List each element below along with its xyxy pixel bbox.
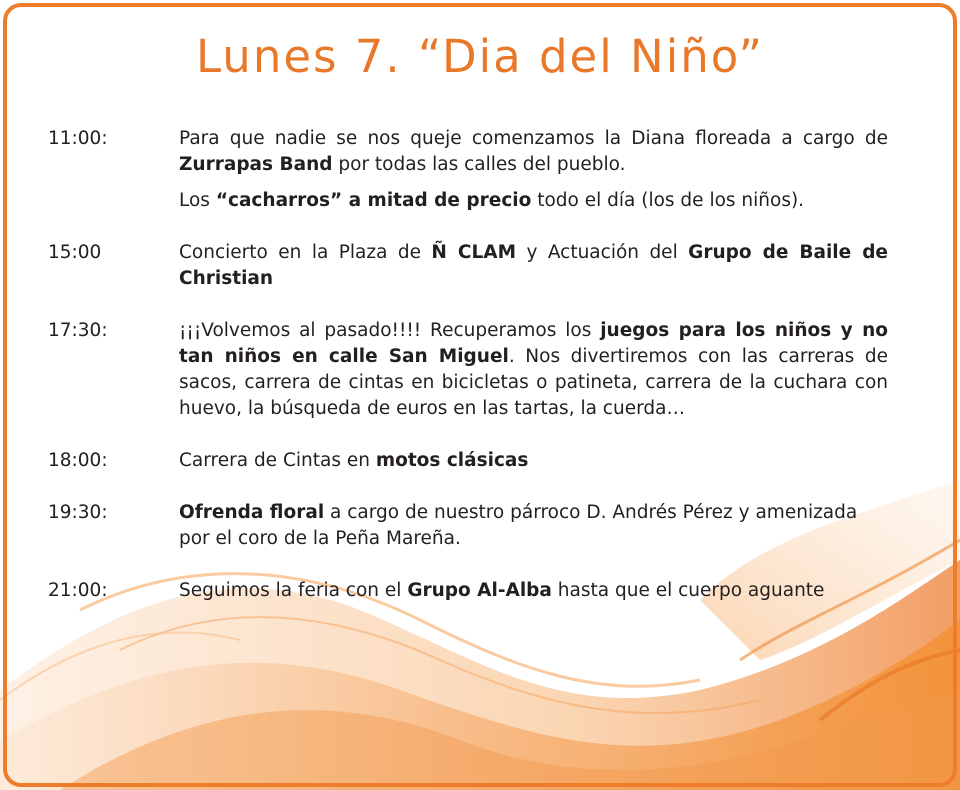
text-span: . Nos divertiremos con las carreras de sacos, carrera de cintas en bicicletas o patineta, carrera de la cuchara con huevo, la búsqueda de euros en las tartas, la cuerda… bbox=[179, 346, 888, 419]
bold-text: Grupo Al-Alba bbox=[407, 580, 552, 601]
schedule-entry-1800 bbox=[48, 448, 888, 474]
bold-text: motos clásicas bbox=[375, 450, 529, 471]
entry-description bbox=[179, 500, 888, 552]
schedule-entry-1100 bbox=[48, 126, 888, 178]
page-title: Lunes 7. “Dia del Niño” bbox=[196, 30, 764, 83]
schedule-entry-1930 bbox=[48, 500, 888, 552]
text-span: Concierto en la Plaza de bbox=[179, 242, 432, 263]
entry-paragraph bbox=[179, 126, 888, 178]
entry-description bbox=[179, 578, 888, 604]
text-span: ¡¡¡Volvemos al pasado!!!! Recuperamos los bbox=[179, 320, 601, 341]
schedule-entry-2100 bbox=[48, 578, 888, 604]
text-span: todo el día (los de los niños). bbox=[531, 190, 805, 211]
entry-time: 15:00 bbox=[48, 242, 102, 263]
entry-paragraph bbox=[179, 188, 888, 214]
entry-description bbox=[179, 240, 888, 292]
entry-time: 21:00: bbox=[48, 580, 108, 601]
text-span: por todas las calles del pueblo. bbox=[332, 154, 626, 175]
entry-time: 17:30: bbox=[48, 320, 108, 341]
entry-paragraph bbox=[179, 240, 888, 292]
bold-text: Grupo de Baile de Christian bbox=[179, 242, 888, 289]
text-span: Seguimos la feria con el bbox=[179, 580, 408, 601]
schedule-list bbox=[48, 126, 888, 630]
entry-paragraph bbox=[179, 318, 888, 422]
entry-time: 11:00: bbox=[48, 128, 108, 149]
entry-description bbox=[179, 188, 888, 214]
entry-description bbox=[179, 126, 888, 178]
entry-paragraph bbox=[179, 448, 888, 474]
text-span: a cargo de nuestro párroco D. Andrés Pérez y amenizada por el coro de la Peña Mareña. bbox=[179, 502, 858, 549]
entry-time: 19:30: bbox=[48, 502, 108, 523]
schedule-entry-1100-extra bbox=[48, 188, 888, 214]
bold-text: juegos para los niños y no tan niños en calle San Miguel bbox=[179, 320, 888, 367]
bold-text: Ñ CLAM bbox=[431, 242, 516, 263]
text-span: y Actuación del bbox=[516, 242, 689, 263]
text-span: hasta que el cuerpo aguante bbox=[551, 580, 825, 601]
text-span: Los bbox=[179, 190, 216, 211]
entry-paragraph bbox=[179, 500, 888, 552]
text-span: Para que nadie se nos queje comenzamos la Diana floreada a cargo de bbox=[179, 128, 888, 149]
bold-text: Zurrapas Band bbox=[179, 154, 333, 175]
entry-description bbox=[179, 318, 888, 422]
bold-text: Ofrenda floral bbox=[179, 502, 325, 523]
bold-text: “cacharros” a mitad de precio bbox=[215, 190, 532, 211]
entry-time-empty bbox=[48, 188, 179, 214]
entry-paragraph bbox=[179, 578, 888, 604]
text-span: Carrera de Cintas en bbox=[179, 450, 376, 471]
entry-description bbox=[179, 448, 888, 474]
schedule-entry-1500 bbox=[48, 240, 888, 292]
schedule-entry-1730 bbox=[48, 318, 888, 422]
entry-time: 18:00: bbox=[48, 450, 108, 471]
